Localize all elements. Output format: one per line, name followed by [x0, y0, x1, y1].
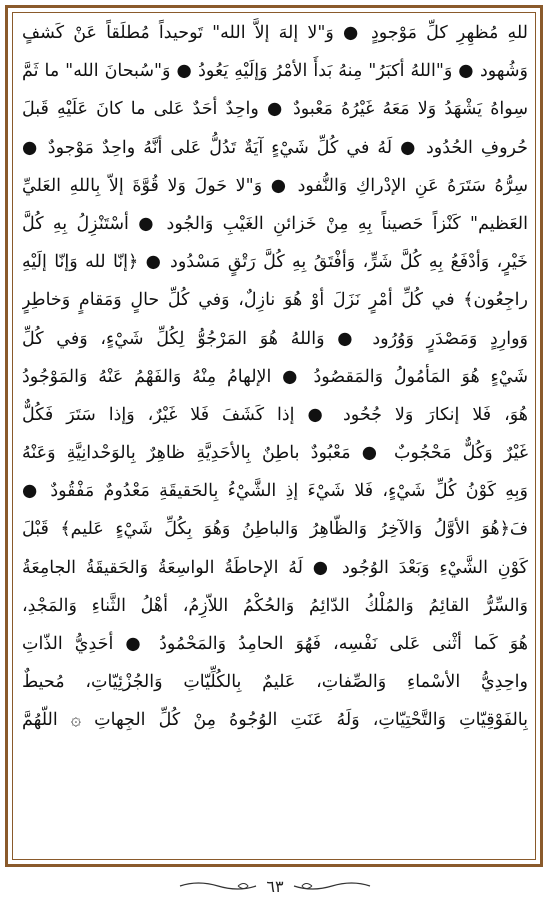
page-footer	[0, 872, 550, 900]
page-number: ٦٣	[266, 876, 284, 896]
ornament-right-icon	[292, 879, 372, 893]
text-line: راجِعُون﴾ في كُلِّ أمْرٍ نَزَلَ أوْ هُوَ نازِلٌ، وَفي كُلِّ حالٍ وَمَقامٍ وَخاطِرٍ	[22, 290, 528, 311]
text-line: هُوَ كَما أثْنى عَلى نَفْسِه، فَهُوَ الحامِدُ وَالمَحْمُودُ ● أحَدِيُّ الذّاتِ	[22, 634, 528, 654]
text-line: واحِدِيُّ الأسْماءِ وَالصِّفاتِ، عَليمٌ بِالكُلِّيّاتِ وَالجُزْئِيّاتِ، مُحيطٌ	[22, 672, 528, 693]
text-line: وَوارِدٍ وَمَصْدَرٍ وَوُرُود ● وَاللهُ هُوَ المَرْجُوُّ لِكُلِّ شَيْءٍ، وَفي كُلِّ	[22, 328, 528, 349]
text-line: هُوَ، فَلا إنكارَ وَلا جُحُود ● إذا كَشَفَ فَلا غَيْرٌ، وَإذا سَتَرَ فَكُلٌّ	[22, 404, 528, 425]
text-line: حُروفِ الحُدُود ● لَهُ في كُلِّ شَيْءٍ آيَةٌ تَدُلُّ عَلى أنَّهُ واحِدٌ مَوْجودٌ ●	[22, 137, 528, 158]
text-line: سِواهُ يَشْهَدُ وَلا مَعَهُ غَيْرُهُ مَعْبودٌ ● واحِدٌ أحَدٌ عَلى ما كانَ عَلَيْهِ قَبلَ	[22, 99, 528, 120]
text-line: بِالفَوْقِيّاتِ وَالتَّحْتِيّاتِ، وَلَهُ عَنَتِ الوُجُوهُ مِنْ كُلِّ الجِهاتِ ۞ اللّهُمَّ	[22, 710, 528, 731]
text-line: غَيْرٌ وَكُلٌّ مَحْجُوبٌ ● مَعْبُودٌ باطِنٌ بِالأحَدِيَّةِ ظاهِرٌ بِالوَحْدانِيَّةِ وَعَنْهُ	[22, 443, 528, 464]
text-block	[22, 14, 528, 856]
text-line: خَيْرٍ، وَأدْفَعُ بِهِ كُلَّ شَرٍّ، وَأفْتَقُ بِهِ كُلَّ رَتْقٍ مَسْدُود ● ﴿إنّا لله وَإنّا إلَيْهِ	[22, 252, 528, 273]
text-line: فَ﴿هُوَ الأوَّلُ وَالآخِرُ وَالظّاهِرُ وَالباطِنُ وَهُوَ بِكُلِّ شَيْءٍ عَليم﴾ قَبْلَ	[22, 519, 528, 540]
text-line: شَيْءٍ هُوَ المَأمُولُ وَالمَقصُودُ ● الإلهامُ مِنْهُ وَالفَهْمُ عَنْهُ وَالمَوْجُودُ	[22, 366, 528, 387]
ornament-left-icon	[178, 879, 258, 893]
text-line: العَظيم" كَنْزاً حَصيناً بِهِ مِنْ خَزائنِ الغَيْبِ وَالجُود ● أسْتَنْزِلُ بِهِ كُلَّ	[22, 213, 528, 234]
text-line: وَبِهِ كَوْنُ كُلِّ شَيْءٍ، فَلا شَيْءَ إذِ الشَّيْءُ بِالحَقيقَةِ مَعْدُومٌ مَفْقُودٌ ●	[22, 481, 528, 502]
text-line: كَوْنِ الشَّيْءِ وَبَعْدَ الوُجُود ● لَهُ الإحاطَةُ الواسِعَةُ وَالحَقيقَةُ الجامِعَةُ	[22, 557, 528, 578]
text-line: للهِ مُظهِرِ كلِّ مَوْجودٍ ● وَ"لا إلهَ إلاَّ الله" تَوحيداً مُطلَقاً عَنْ كَشفٍ	[22, 23, 528, 43]
text-line: وَشُهود ● وَ"اللهُ أكبَرُ" مِنهُ بَدأَ الأمْرُ وَإلَيْهِ يَعُودُ ● وَ"سُبحانَ الله" ما ثَمَّ	[22, 61, 528, 82]
text-line: وَالسِّرُّ القائِمُ وَالمُلْكُ الدّائِمُ وَالحُكْمُ اللاّزِمُ، أهْلُ الثَّناءِ وَالمَجْدِ،	[22, 595, 528, 616]
text-line: سِرُّهُ سَتَرَهُ عَنِ الإدْراكِ وَالنُّفود ● وَ"لا حَولَ وَلا قُوَّةَ إلاّ بِاللهِ العَليِّ	[22, 175, 528, 196]
